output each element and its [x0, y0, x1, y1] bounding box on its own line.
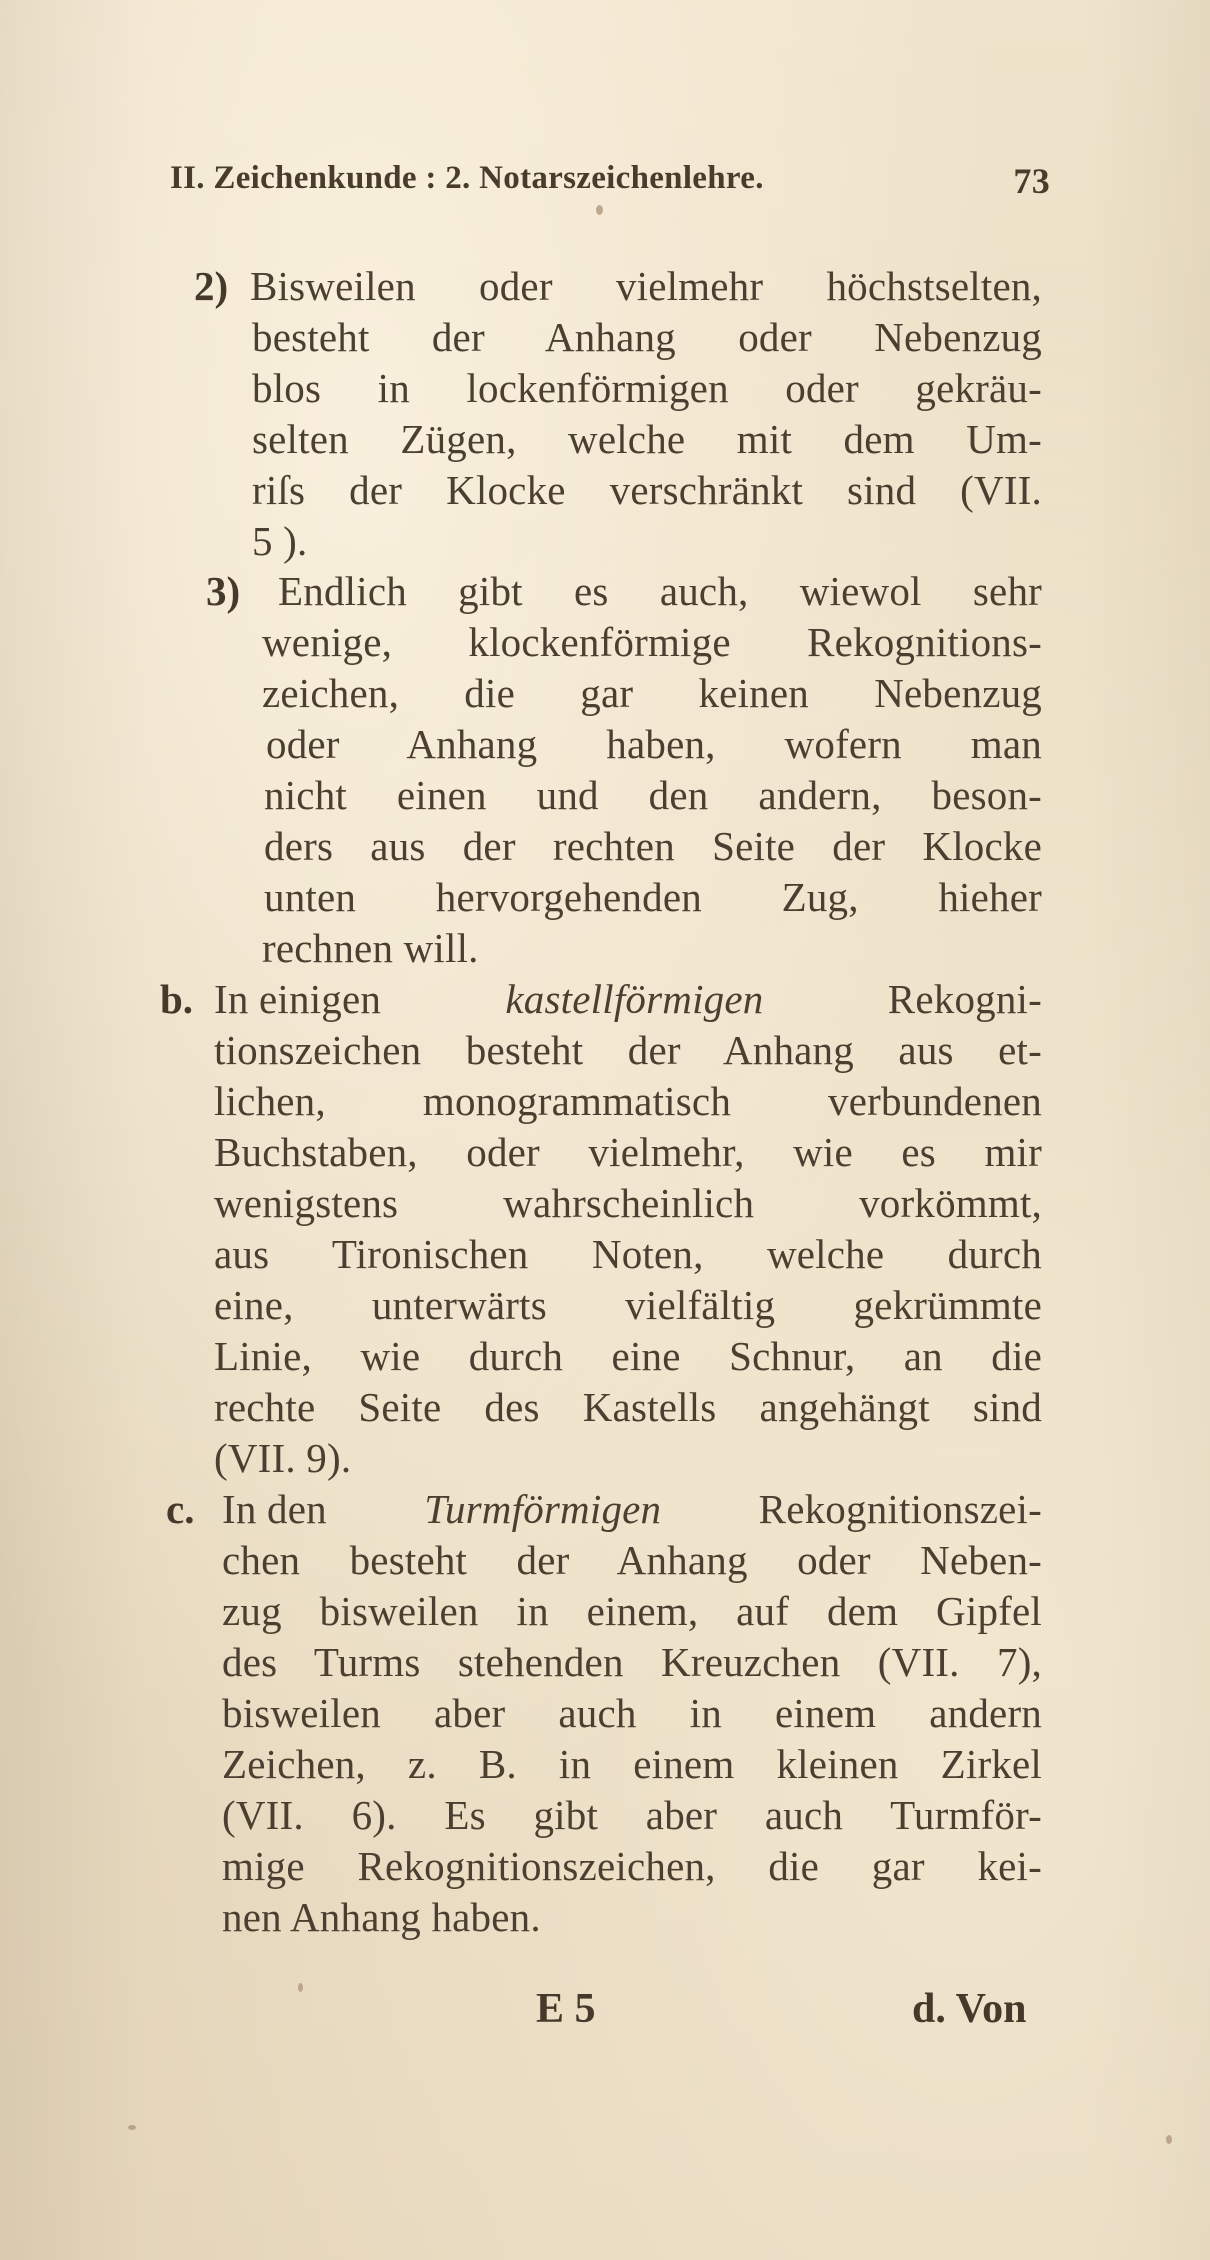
- text-line: zeichen, die gar keinen Nebenzug: [262, 670, 1042, 716]
- text-fragment: Rekognitionszei-: [758, 1486, 1042, 1532]
- text-line: wenige, klockenförmige Rekognitions-: [262, 619, 1042, 665]
- text-line: [214, 975, 1042, 1023]
- page-number: 73: [1013, 161, 1050, 201]
- text-fragment: In einigen: [214, 976, 382, 1022]
- text-line: Linie, wie durch eine Schnur, an die: [214, 1333, 1042, 1379]
- text-fragment: Rekogni-: [887, 976, 1042, 1022]
- text-line: rechte Seite des Kastells angehängt sind: [214, 1384, 1042, 1430]
- text-line: rechnen will.: [262, 925, 479, 971]
- text-line: chen besteht der Anhang oder Neben-: [222, 1537, 1042, 1583]
- text-line: besteht der Anhang oder Nebenzug: [252, 314, 1042, 360]
- text-line: Endlich gibt es auch, wiewol sehr: [278, 568, 1042, 614]
- catchword: d. Von: [912, 1986, 1027, 2032]
- paper-speck: [1166, 2135, 1172, 2144]
- text-line: eine, unterwärts vielfältig gekrümmte: [214, 1282, 1042, 1328]
- text-line: des Turms stehenden Kreuzchen (VII. 7),: [222, 1639, 1042, 1685]
- text-fragment: In den: [222, 1486, 327, 1532]
- text-line: unten hervorgehenden Zug, hieher: [264, 874, 1042, 920]
- text-line: blos in lockenförmigen oder gekräu-: [252, 365, 1042, 411]
- italic-term: kastellförmigen: [505, 976, 764, 1022]
- text-line: aus Tironischen Noten, welche durch: [214, 1231, 1042, 1277]
- text-line: nen Anhang haben.: [222, 1894, 541, 1940]
- text-line: [222, 1485, 1042, 1533]
- italic-term: Turmförmigen: [424, 1486, 662, 1532]
- running-header: [170, 160, 1050, 210]
- paper-speck: [128, 2125, 136, 2130]
- text-line: wenigstens wahrscheinlich vorkömmt,: [214, 1180, 1042, 1226]
- text-line: ders aus der rechten Seite der Klocke: [264, 823, 1042, 869]
- text-line: mige Rekognitionszeichen, die gar kei-: [222, 1843, 1042, 1889]
- text-line: nicht einen und den andern, beson-: [264, 772, 1042, 818]
- paper-speck: [298, 1983, 303, 1992]
- text-line: 5 ).: [252, 518, 308, 564]
- running-title: II. Zeichenkunde : 2. Notarszeichenlehre.: [170, 160, 764, 196]
- text-line: (VII. 6). Es gibt aber auch Turmför-: [222, 1792, 1042, 1838]
- text-line: riſs der Klocke verschränkt sind (VII.: [252, 467, 1042, 513]
- item-marker: c.: [166, 1486, 195, 1532]
- text-line: (VII. 9).: [214, 1435, 352, 1481]
- text-line: lichen, monogrammatisch verbundenen: [214, 1078, 1042, 1124]
- text-line: Bisweilen oder vielmehr höchstselten,: [250, 263, 1042, 309]
- text-line: tionszeichen besteht der Anhang aus et-: [214, 1027, 1042, 1073]
- text-line: selten Zügen, welche mit dem Um-: [252, 416, 1042, 462]
- text-line: Zeichen, z. B. in einem kleinen Zirkel: [222, 1741, 1042, 1787]
- signature-mark: E 5: [536, 1986, 596, 2032]
- text-line: bisweilen aber auch in einem andern: [222, 1690, 1042, 1736]
- text-line: Buchstaben, oder vielmehr, wie es mir: [214, 1129, 1042, 1175]
- text-line: zug bisweilen in einem, auf dem Gipfel: [222, 1588, 1042, 1634]
- item-marker: 2): [194, 263, 229, 309]
- item-marker: b.: [160, 976, 194, 1022]
- item-marker: 3): [206, 568, 241, 614]
- text-line: oder Anhang haben, wofern man: [266, 721, 1042, 767]
